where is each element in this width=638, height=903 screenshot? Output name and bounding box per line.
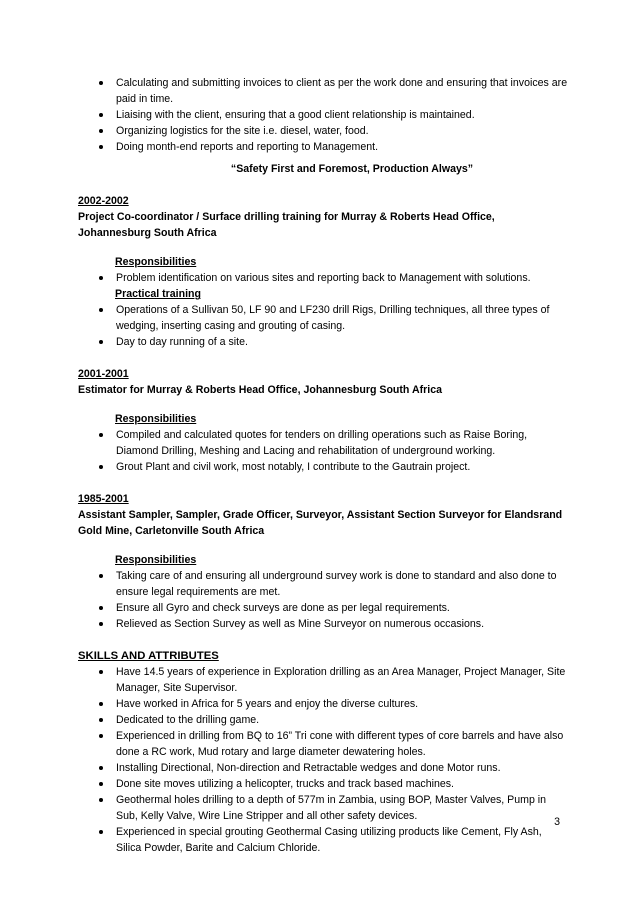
job-dates: 2001-2001 bbox=[78, 368, 129, 380]
job-title: Assistant Sampler, Sampler, Grade Officer, Surveyor, Assistant Section Surveyor for Elandsrand Gold Mine, Carletonville South Africa bbox=[78, 509, 563, 537]
list-item: Grout Plant and civil work, most notably, I contribute to the Gautrain project. bbox=[78, 459, 568, 475]
list-item: Problem identification on various sites and reporting back to Management with solutions. bbox=[78, 270, 568, 286]
list-item: Installing Directional, Non-direction and Retractable wedges and done Motor runs. bbox=[78, 760, 568, 776]
list-item: Ensure all Gyro and check surveys are done as per legal requirements. bbox=[78, 600, 568, 616]
list-item: Relieved as Section Survey as well as Mine Surveyor on numerous occasions. bbox=[78, 616, 568, 632]
list-item: Have worked in Africa for 5 years and enjoy the diverse cultures. bbox=[78, 696, 568, 712]
list-item: Day to day running of a site. bbox=[78, 334, 568, 350]
motto: “Safety First and Foremost, Production Always” bbox=[230, 163, 474, 175]
job-dates: 1985-2001 bbox=[78, 493, 129, 505]
list-item: Done site moves utilizing a helicopter, trucks and track based machines. bbox=[78, 776, 568, 792]
list-item: Taking care of and ensuring all underground survey work is done to standard and also done to ensure legal requirements are met. bbox=[78, 568, 568, 600]
responsibilities-heading: Responsibilities bbox=[115, 256, 197, 268]
list-item: Experienced in drilling from BQ to 16” Tri cone with different types of core barrels and have also done a RC work, Mud rotary and large diameter dewatering holes. bbox=[78, 728, 568, 760]
list-item: Have 14.5 years of experience in Exploration drilling as an Area Manager, Project Manager, Site Manager, Site Supervisor. bbox=[78, 664, 568, 696]
job-entry-2001 bbox=[78, 366, 568, 475]
section-heading: SKILLS AND ATTRIBUTES bbox=[78, 650, 219, 662]
job-entry-2002 bbox=[78, 193, 568, 350]
job-entry-1985 bbox=[78, 491, 568, 632]
skills-list bbox=[78, 664, 568, 856]
skills-section bbox=[78, 648, 568, 856]
practical-training-heading: Practical training bbox=[115, 288, 201, 300]
list-item: Geothermal holes drilling to a depth of 577m in Zambia, using BOP, Master Valves, Pump in Sub, Kelly Valve, Wire Line Stripper and all other safety devices. bbox=[78, 792, 568, 824]
page-number: 3 bbox=[554, 816, 560, 828]
job-title: Estimator for Murray & Roberts Head Office, Johannesburg South Africa bbox=[78, 384, 442, 396]
list-item: Compiled and calculated quotes for tenders on drilling operations such as Raise Boring, Diamond Drilling, Meshing and Lacing and rehabilitation of underground working. bbox=[78, 427, 568, 459]
list-item: Experienced in special grouting Geothermal Casing utilizing products like Cement, Fly Ash, Silica Powder, Barite and Calcium Chloride. bbox=[78, 824, 568, 856]
intro-bullet-list bbox=[78, 75, 568, 155]
responsibilities-list bbox=[78, 568, 568, 632]
responsibilities-heading: Responsibilities bbox=[115, 413, 197, 425]
list-item: Operations of a Sullivan 50, LF 90 and LF230 drill Rigs, Drilling techniques, all three types of wedging, inserting casing and grouting of casing. bbox=[78, 302, 568, 334]
job-title: Project Co-coordinator / Surface drilling training for Murray & Roberts Head Office, Johannesburg South Africa bbox=[78, 211, 495, 239]
training-list bbox=[78, 302, 568, 350]
list-item: Doing month-end reports and reporting to Management. bbox=[78, 139, 568, 155]
list-item: Liaising with the client, ensuring that a good client relationship is maintained. bbox=[78, 107, 568, 123]
list-item: Organizing logistics for the site i.e. diesel, water, food. bbox=[78, 123, 568, 139]
responsibilities-list bbox=[78, 270, 568, 286]
job-dates: 2002-2002 bbox=[78, 195, 129, 207]
page-content bbox=[78, 75, 568, 856]
list-item: Dedicated to the drilling game. bbox=[78, 712, 568, 728]
responsibilities-heading: Responsibilities bbox=[115, 554, 197, 566]
responsibilities-list bbox=[78, 427, 568, 475]
list-item: Calculating and submitting invoices to client as per the work done and ensuring that invoices are paid in time. bbox=[78, 75, 568, 107]
